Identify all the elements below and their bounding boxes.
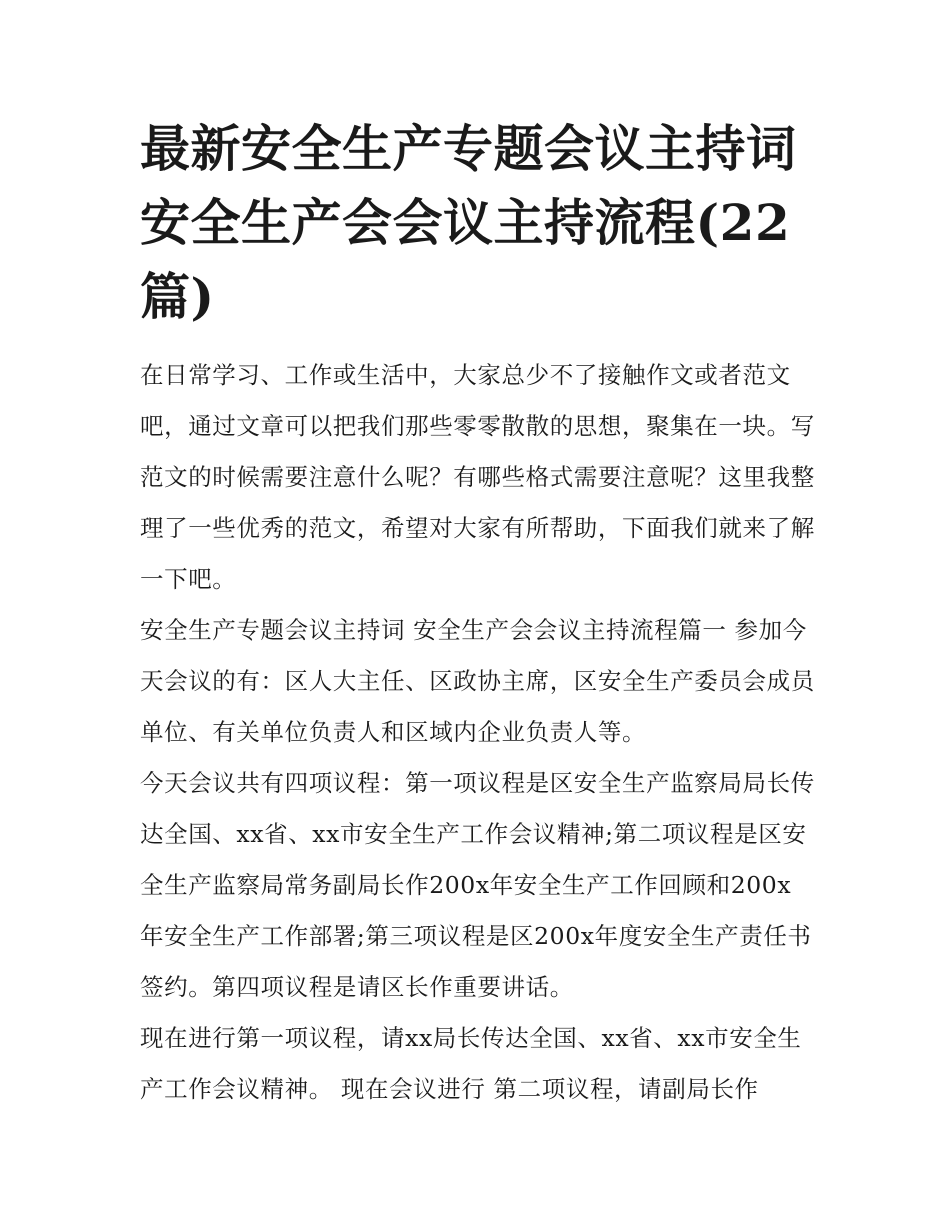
paragraph-attendees: 安全生产专题会议主持词 安全生产会会议主持流程篇一 参加今天会议的有：区人大主任、区政协主席，区安全生产委员会成员单位、有关单位负责人和区域内企业负责人等。: [140, 616, 815, 746]
paragraph-intro: 在日常学习、工作或生活中，大家总少不了接触作文或者范文吧，通过文章可以把我们那些零零散散的思想，聚集在一块。写范文的时候需要注意什么呢？有哪些格式需要注意呢？这里我整理了一些优秀的范文，希望对大家有所帮助，下面我们就来了解一下吧。: [140, 361, 815, 593]
paragraph-agenda: 今天会议共有四项议程：第一项议程是区安全生产监察局局长传达全国、xx省、xx市安全生产工作会议精神;第二项议程是区安全生产监察局常务副局长作200x年安全生产工作回顾和200x年安全生产工作部署;第三项议程是区200x年度安全生产责任书签约。第四项议程是请区长作重要讲话。: [140, 769, 815, 1001]
document-page: [140, 112, 815, 1115]
document-title: 最新安全生产专题会议主持词 安全生产会会议主持流程(22篇): [140, 119, 797, 326]
paragraph-first-item: 现在进行第一项议程，请xx局长传达全国、xx省、xx市安全生产工作会议精神。 现在会议进行 第二项议程，请副局长作: [140, 1024, 802, 1103]
